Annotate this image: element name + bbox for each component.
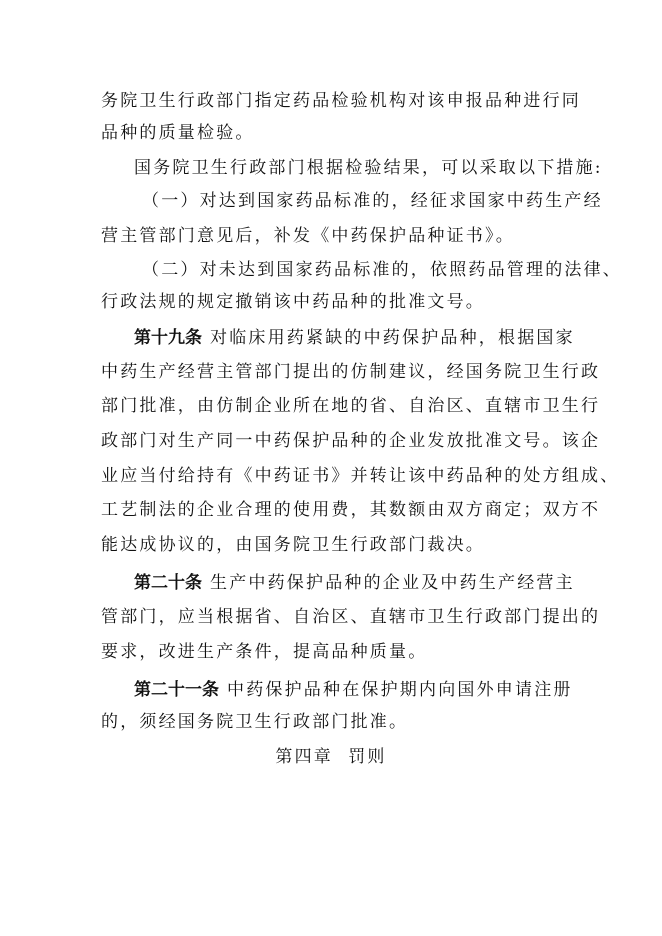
text-line: 品种的质量检验。 bbox=[101, 123, 255, 143]
chapter-heading: 第四章 罚则 bbox=[275, 747, 387, 767]
text-line: 管部门，应当根据省、自治区、直辖市卫生行政部门提出的 bbox=[101, 607, 601, 627]
article-20-first-line bbox=[134, 573, 575, 593]
text-line: 中药保护品种在保护期内向国外申请注册 bbox=[227, 680, 573, 700]
text-line: 国务院卫生行政部门根据检验结果，可以采取以下措施: bbox=[134, 158, 603, 178]
text-line: 中药生产经营主管部门提出的仿制建议，经国务院卫生行政 bbox=[101, 362, 601, 382]
text-line: （二）对未达到国家药品标准的，依照药品管理的法律、 bbox=[142, 260, 622, 280]
article-20-title: 第二十条 bbox=[134, 573, 202, 593]
text-line: 要求，改进生产条件，提高品种质量。 bbox=[101, 642, 428, 662]
text-line: 政部门对生产同一中药保护品种的企业发放批准文号。该企 bbox=[101, 431, 601, 451]
text-line: 部门批准，由仿制企业所在地的省、自治区、直辖市卫生行 bbox=[101, 396, 601, 416]
article-19-first-line bbox=[134, 328, 575, 348]
text-line: （一）对达到国家药品标准的，经征求国家中药生产经 bbox=[142, 191, 603, 211]
article-19-title: 第十九条 bbox=[134, 328, 202, 348]
article-21-first-line bbox=[134, 680, 573, 700]
text-line: 业应当付给持有《中药证书》并转让该中药品种的处方组成、 bbox=[101, 466, 620, 486]
text-line: 能达成协议的，由国务院卫生行政部门裁决。 bbox=[101, 535, 485, 555]
text-line: 生产中药保护品种的企业及中药生产经营主 bbox=[210, 573, 575, 593]
text-line: 务院卫生行政部门指定药品检验机构对该申报品种进行同 bbox=[101, 91, 581, 111]
text-line: 营主管部门意见后，补发《中药保护品种证书》。 bbox=[101, 226, 515, 246]
text-line: 行政法规的规定撤销该中药品种的批准文号。 bbox=[101, 292, 485, 312]
text-line: 对临床用药紧缺的中药保护品种，根据国家 bbox=[210, 328, 575, 348]
article-21-title: 第二十一条 bbox=[134, 680, 219, 700]
text-line: 工艺制法的企业合理的使用费，其数额由双方商定；双方不 bbox=[101, 500, 601, 520]
text-line: 的，须经国务院卫生行政部门批准。 bbox=[101, 712, 409, 732]
